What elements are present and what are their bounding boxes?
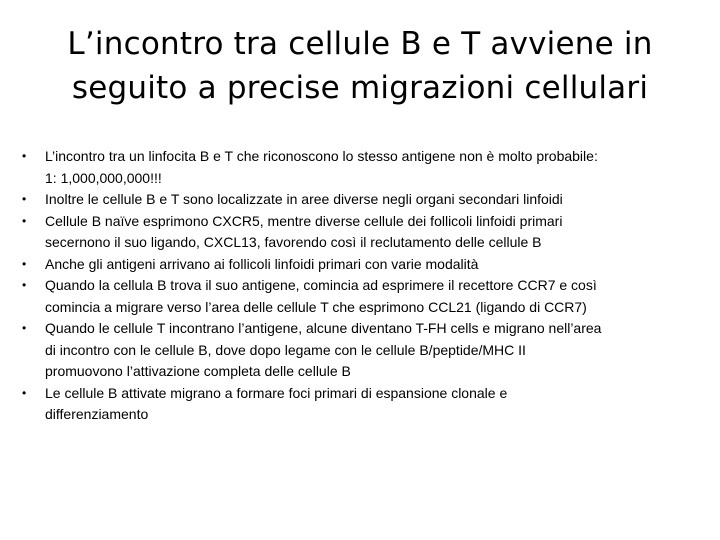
slide-title	[40, 22, 680, 110]
bullet-item	[22, 275, 712, 318]
bullet-item	[22, 146, 712, 189]
bullet-text-line: Inoltre le cellule B e T sono localizzate in aree diverse negli organi secondari linfoidi	[45, 191, 563, 207]
bullet-item	[22, 211, 712, 254]
bullet-text-line: differenziamento	[45, 406, 149, 422]
bullet-text-line: secernono il suo ligando, CXCL13, favorendo così il reclutamento delle cellule B	[45, 234, 542, 250]
bullet-dot-icon: •	[22, 278, 27, 292]
bullet-dot-icon: •	[22, 385, 27, 400]
bullet-text-line: Quando la cellula B trova il suo antigene, comincia ad esprimere il recettore CCR7 e così	[45, 277, 597, 293]
bullet-item	[22, 189, 712, 211]
bullet-item	[22, 254, 712, 276]
bullet-text-line: Anche gli antigeni arrivano ai follicoli linfoidi primari con varie modalità	[45, 255, 479, 272]
bullet-dot-icon: •	[22, 256, 27, 271]
bullet-text-line: di incontro con le cellule B, dove dopo legame con le cellule B/peptide/MHC II	[45, 341, 526, 358]
bullet-dot-icon: •	[22, 213, 27, 228]
bullet-item	[22, 383, 712, 426]
bullet-text-line: promuovono l’attivazione completa delle cellule B	[45, 363, 351, 379]
slide-title-line-1: L’incontro tra cellule B e T avviene in	[67, 26, 653, 62]
bullet-text-line: Cellule B naïve esprimono CXCR5, mentre diverse cellule dei follicoli linfoidi primari	[45, 212, 563, 229]
bullet-dot-icon: •	[22, 192, 27, 206]
bullet-item	[22, 318, 712, 383]
bullet-dot-icon: •	[22, 321, 27, 335]
bullet-list	[22, 146, 712, 426]
bullet-text-line: Le cellule B attivate migrano a formare foci primari di espansione clonale e	[45, 384, 508, 401]
bullet-dot-icon: •	[22, 149, 27, 163]
bullet-text-line: L’incontro tra un linfocita B e T che riconoscono lo stesso antigene non è molto probabile:	[45, 148, 598, 164]
bullet-text-line: 1: 1,000,000,000!!!	[45, 169, 162, 186]
bullet-text-line: comincia a migrare verso l’area delle cellule T che esprimono CCL21 (ligando di CCR7)	[45, 298, 587, 315]
slide-title-line-2: seguito a precise migrazioni cellulari	[71, 70, 649, 106]
bullet-text-line: Quando le cellule T incontrano l’antigene, alcune diventano T-FH cells e migrano nell’area	[45, 320, 602, 336]
